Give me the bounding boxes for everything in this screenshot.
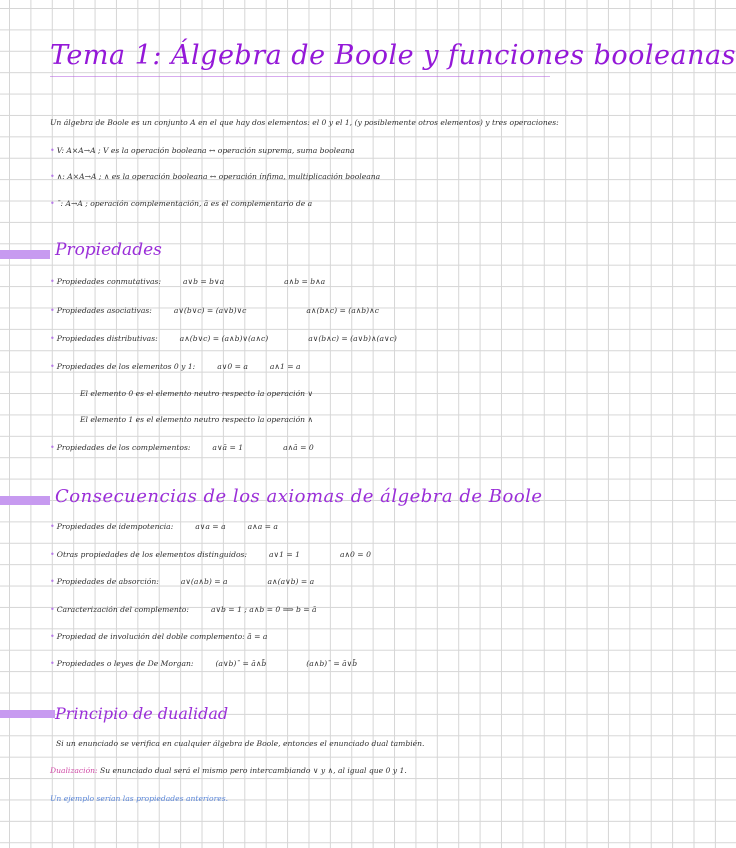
- prop-label: Propiedades conmutativas:: [56, 277, 162, 286]
- bullet-icon: •: [50, 443, 55, 452]
- formula: a∨b = b∨a: [183, 277, 225, 286]
- formula: a∧0 = 0: [339, 550, 371, 559]
- op-text: ∧: A×A→A ; ∧ es la operación booleana ↔ operación ínfima, multiplicación booleana: [56, 172, 381, 181]
- dual-statement: Si un enunciado se verifica en cualquier álgebra de Boole, entonces el enunciado dual también.: [56, 739, 425, 748]
- formula: a∧a = a: [247, 522, 278, 531]
- prop-row: [50, 443, 314, 452]
- formula: a∧1 = a: [269, 362, 301, 371]
- formula: a∨(b∨c) = (a∨b)∨c: [173, 306, 247, 315]
- bullet-icon: •: [50, 277, 55, 286]
- bullet-icon: •: [50, 172, 55, 181]
- sub-note-1: El elemento 0 es el elemento neutro respecto la operación ∨: [80, 389, 314, 398]
- formula: (a∧b)¯ = ā∨b̄: [306, 659, 358, 668]
- prop-label: Propiedades asociativas:: [56, 306, 152, 315]
- bullet-icon: •: [50, 199, 55, 208]
- formula: a∨b = 1 ; a∧b = 0: [210, 605, 281, 614]
- op-text: V: A×A→A ; V es la operación booleana ↔ operación suprema, suma booleana: [56, 146, 355, 155]
- bullet-icon: •: [50, 334, 55, 343]
- bullet-icon: •: [50, 605, 55, 614]
- formula: a∧b = b∧a: [284, 277, 326, 286]
- title-underline: [50, 76, 550, 77]
- bullet-icon: •: [50, 306, 55, 315]
- dual-definition: [50, 766, 407, 775]
- bullet-icon: •: [50, 362, 55, 371]
- dual-example: Un ejemplo serían las propiedades anteriores.: [50, 794, 229, 803]
- cons-row: [50, 577, 314, 586]
- formula: (a∨b)¯ = ā∧b̄: [215, 659, 267, 668]
- dual-text: Su enunciado dual será el mismo pero intercambiando ∨ y ∧, al igual que 0 y 1.: [100, 766, 407, 775]
- bullet-icon: •: [50, 659, 55, 668]
- sub-note-2: El elemento 1 es el elemento neutro respecto la operación ∧: [80, 415, 314, 424]
- formula: a∨a = a: [195, 522, 226, 531]
- prop-label: Propiedades de absorción:: [56, 577, 159, 586]
- prop-label: Propiedades de los complementos:: [56, 443, 191, 452]
- formula: a∧ā = 0: [283, 443, 314, 452]
- formula: a∧(b∨c) = (a∧b)∨(a∧c): [179, 334, 269, 343]
- prop-label: Propiedades o leyes de De Morgan:: [56, 659, 194, 668]
- op-line-3: [50, 199, 312, 208]
- formula: a∧(b∧c) = (a∧b)∧c: [306, 306, 379, 315]
- formula: a∨1 = 1: [269, 550, 300, 559]
- formula: a∨(b∧c) = (a∨b)∧(a∨c): [308, 334, 397, 343]
- prop-label: Propiedades de idempotencia:: [56, 522, 174, 531]
- bullet-icon: •: [50, 577, 55, 586]
- cons-row: [50, 632, 267, 641]
- formula: a∨0 = a: [217, 362, 248, 371]
- cons-row: [50, 659, 357, 668]
- bullet-icon: •: [50, 550, 55, 559]
- section-heading-dualidad: Principio de dualidad: [55, 704, 229, 723]
- bullet-icon: •: [50, 146, 55, 155]
- prop-row: [50, 306, 379, 315]
- intro-text: Un álgebra de Boole es un conjunto A en el que hay dos elementos: el 0 y el 1, (y posiblemente otros elementos) y tres operaciones:: [50, 118, 559, 127]
- op-line-2: [50, 172, 380, 181]
- section-heading-consecuencias: Consecuencias de los axiomas de álgebra de Boole: [55, 486, 543, 507]
- prop-label: Caracterización del complemento:: [56, 605, 189, 614]
- section-marker: [0, 250, 50, 259]
- formula: a∧(a∨b) = a: [267, 577, 315, 586]
- cons-row: [50, 605, 317, 614]
- prop-label: Propiedades de los elementos 0 y 1:: [56, 362, 196, 371]
- prop-row: [50, 334, 397, 343]
- section-heading-propiedades: Propiedades: [55, 240, 162, 260]
- bullet-icon: •: [50, 522, 55, 531]
- dual-label: Dualización:: [50, 766, 98, 775]
- section-marker: [0, 496, 50, 505]
- prop-row: [50, 362, 301, 371]
- cons-row: [50, 522, 278, 531]
- prop-label: Propiedades distributivas:: [56, 334, 158, 343]
- bullet-icon: •: [50, 632, 55, 641]
- formula: ⟹ b = ā: [282, 605, 317, 614]
- section-marker: [0, 710, 55, 718]
- prop-row: [50, 277, 325, 286]
- formula: ā̄ = a: [247, 632, 268, 641]
- op-line-1: [50, 146, 355, 155]
- page-title: Tema 1: Álgebra de Boole y funciones booleanas: [50, 40, 736, 71]
- prop-label: Propiedad de involución del doble complemento:: [56, 632, 245, 641]
- op-text: ¯: A→A ; operación complementación, ā es el complementario de a: [56, 199, 313, 208]
- formula: a∨ā = 1: [212, 443, 244, 452]
- prop-label: Otras propiedades de los elementos distinguidos:: [56, 550, 248, 559]
- cons-row: [50, 550, 371, 559]
- formula: a∨(a∧b) = a: [180, 577, 228, 586]
